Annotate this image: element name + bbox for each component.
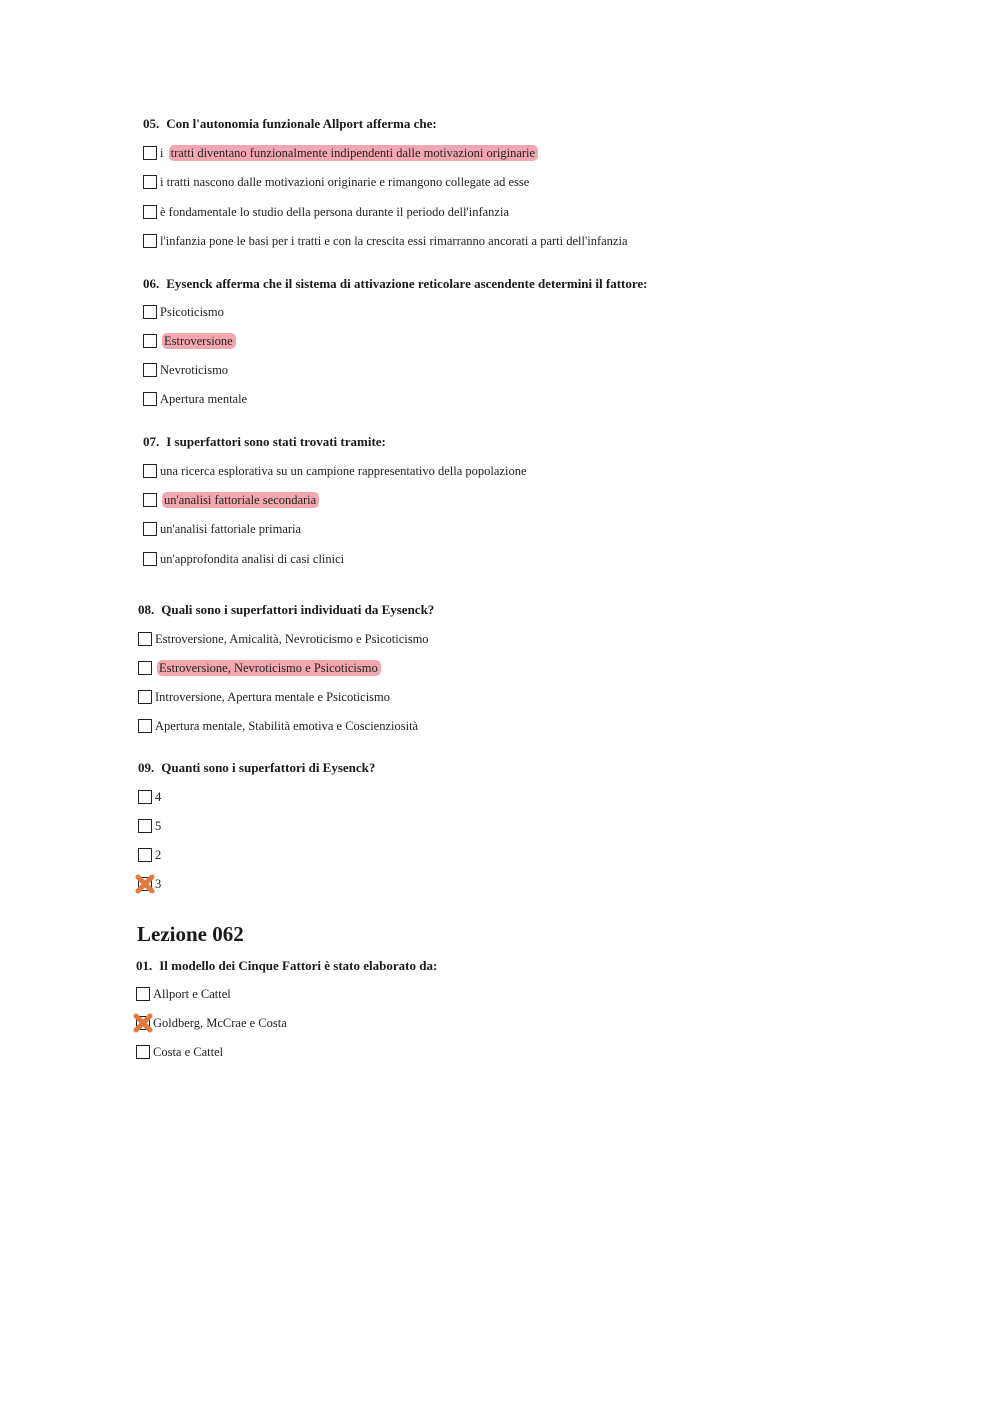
checkbox-icon[interactable] [138, 877, 152, 891]
checkbox-icon[interactable] [143, 392, 157, 406]
checkbox-icon[interactable] [136, 1016, 150, 1030]
question-text: Quali sono i superfattori individuati da Eysenck? [161, 602, 435, 617]
question-text: Il modello dei Cinque Fattori è stato elaborato da: [159, 958, 438, 973]
answer-text: Goldberg, McCrae e Costa [153, 1016, 287, 1030]
question-title [143, 276, 648, 292]
answer-option[interactable] [143, 550, 344, 568]
question-number: 06. [143, 276, 160, 291]
answer-text: 4 [155, 790, 162, 804]
checkbox-icon[interactable] [143, 234, 157, 248]
question-number: 01. [136, 958, 153, 973]
checkbox-icon[interactable] [138, 848, 152, 862]
question-text: Con l'autonomia funzionale Allport afferma che: [166, 116, 437, 131]
answer-option[interactable] [143, 303, 224, 321]
checkbox-icon[interactable] [143, 175, 157, 189]
answer-option[interactable] [143, 462, 527, 480]
checkbox-icon[interactable] [138, 719, 152, 733]
checkbox-icon[interactable] [136, 1045, 150, 1059]
answer-text: Estroversione, Amicalità, Nevroticismo e Psicoticismo [155, 632, 429, 646]
checkbox-icon[interactable] [143, 334, 157, 348]
answer-text: 3 [155, 877, 162, 891]
answer-option[interactable] [138, 846, 161, 864]
answer-text: Costa e Cattel [153, 1045, 224, 1059]
answer-text [160, 333, 236, 349]
answer-text [155, 660, 381, 676]
answer-option[interactable] [143, 390, 247, 408]
answer-option[interactable] [138, 688, 390, 706]
answer-option[interactable] [143, 520, 301, 538]
answer-text-prefix: i [160, 146, 167, 160]
question-title [143, 434, 386, 450]
answer-option[interactable] [136, 985, 231, 1003]
question-title [138, 760, 375, 776]
question-title [138, 602, 434, 618]
answer-text: un'analisi fattoriale primaria [160, 522, 302, 536]
question-title [136, 958, 437, 974]
checkbox-icon[interactable] [138, 661, 152, 675]
answer-option[interactable] [143, 173, 529, 191]
answer-option[interactable] [143, 203, 509, 221]
highlighted-answer: tratti diventano funzionalmente indipendenti dalle motivazioni originarie [169, 145, 538, 161]
lesson-title: Lezione 062 [137, 922, 244, 946]
cross-mark-icon [132, 1012, 154, 1034]
checkbox-icon[interactable] [143, 305, 157, 319]
answer-option[interactable] [138, 659, 381, 677]
question-number: 09. [138, 760, 155, 775]
checkbox-icon[interactable] [138, 690, 152, 704]
question-number: 08. [138, 602, 155, 617]
checkbox-icon[interactable] [143, 205, 157, 219]
checkbox-icon[interactable] [136, 987, 150, 1001]
answer-text: è fondamentale lo studio della persona durante il periodo dell'infanzia [160, 205, 510, 219]
checkbox-icon[interactable] [143, 363, 157, 377]
answer-text: Psicoticismo [160, 305, 224, 319]
answer-text: 5 [155, 819, 162, 833]
answer-option[interactable] [143, 491, 319, 509]
answer-option[interactable] [138, 630, 429, 648]
highlighted-answer: Estroversione [162, 333, 236, 349]
checkbox-icon[interactable] [138, 632, 152, 646]
answer-text: un'approfondita analisi di casi clinici [160, 552, 345, 566]
question-number: 07. [143, 434, 160, 449]
answer-text [160, 492, 319, 508]
answer-option[interactable] [143, 361, 228, 379]
answer-text: l'infanzia pone le basi per i tratti e con la crescita essi rimarranno ancorati a parti dell'infanzia [160, 234, 628, 248]
answer-text: una ricerca esplorativa su un campione rappresentativo della popolazione [160, 464, 527, 478]
answer-text: Introversione, Apertura mentale e Psicoticismo [155, 690, 391, 704]
answer-text [160, 145, 538, 161]
checkbox-icon[interactable] [143, 552, 157, 566]
answer-option[interactable] [138, 875, 161, 893]
answer-option[interactable] [138, 817, 161, 835]
answer-option[interactable] [143, 332, 236, 350]
highlighted-answer: un'analisi fattoriale secondaria [162, 492, 319, 508]
question-text: I superfattori sono stati trovati tramite: [166, 434, 386, 449]
answer-option[interactable] [138, 717, 418, 735]
answer-option[interactable] [143, 144, 538, 162]
answer-text: Allport e Cattel [153, 987, 231, 1001]
question-text: Eysenck afferma che il sistema di attivazione reticolare ascendente determini il fattore: [166, 276, 648, 291]
answer-option[interactable] [136, 1043, 223, 1061]
answer-text: Nevroticismo [160, 363, 229, 377]
answer-option[interactable] [143, 232, 628, 250]
answer-option[interactable] [136, 1014, 287, 1032]
highlighted-answer: Estroversione, Nevroticismo e Psicoticismo [157, 660, 381, 676]
answer-text: 2 [155, 848, 162, 862]
checkbox-icon[interactable] [138, 819, 152, 833]
checkbox-icon[interactable] [143, 522, 157, 536]
checkbox-icon[interactable] [143, 464, 157, 478]
checkbox-icon[interactable] [143, 493, 157, 507]
answer-text: i tratti nascono dalle motivazioni originarie e rimangono collegate ad esse [160, 175, 530, 189]
answer-option[interactable] [138, 788, 161, 806]
answer-text: Apertura mentale [160, 392, 248, 406]
question-number: 05. [143, 116, 160, 131]
question-text: Quanti sono i superfattori di Eysenck? [161, 760, 376, 775]
checkbox-icon[interactable] [138, 790, 152, 804]
question-title [143, 116, 437, 132]
checkbox-icon[interactable] [143, 146, 157, 160]
answer-text: Apertura mentale, Stabilità emotiva e Coscienziosità [155, 719, 419, 733]
cross-mark-icon [134, 873, 156, 895]
